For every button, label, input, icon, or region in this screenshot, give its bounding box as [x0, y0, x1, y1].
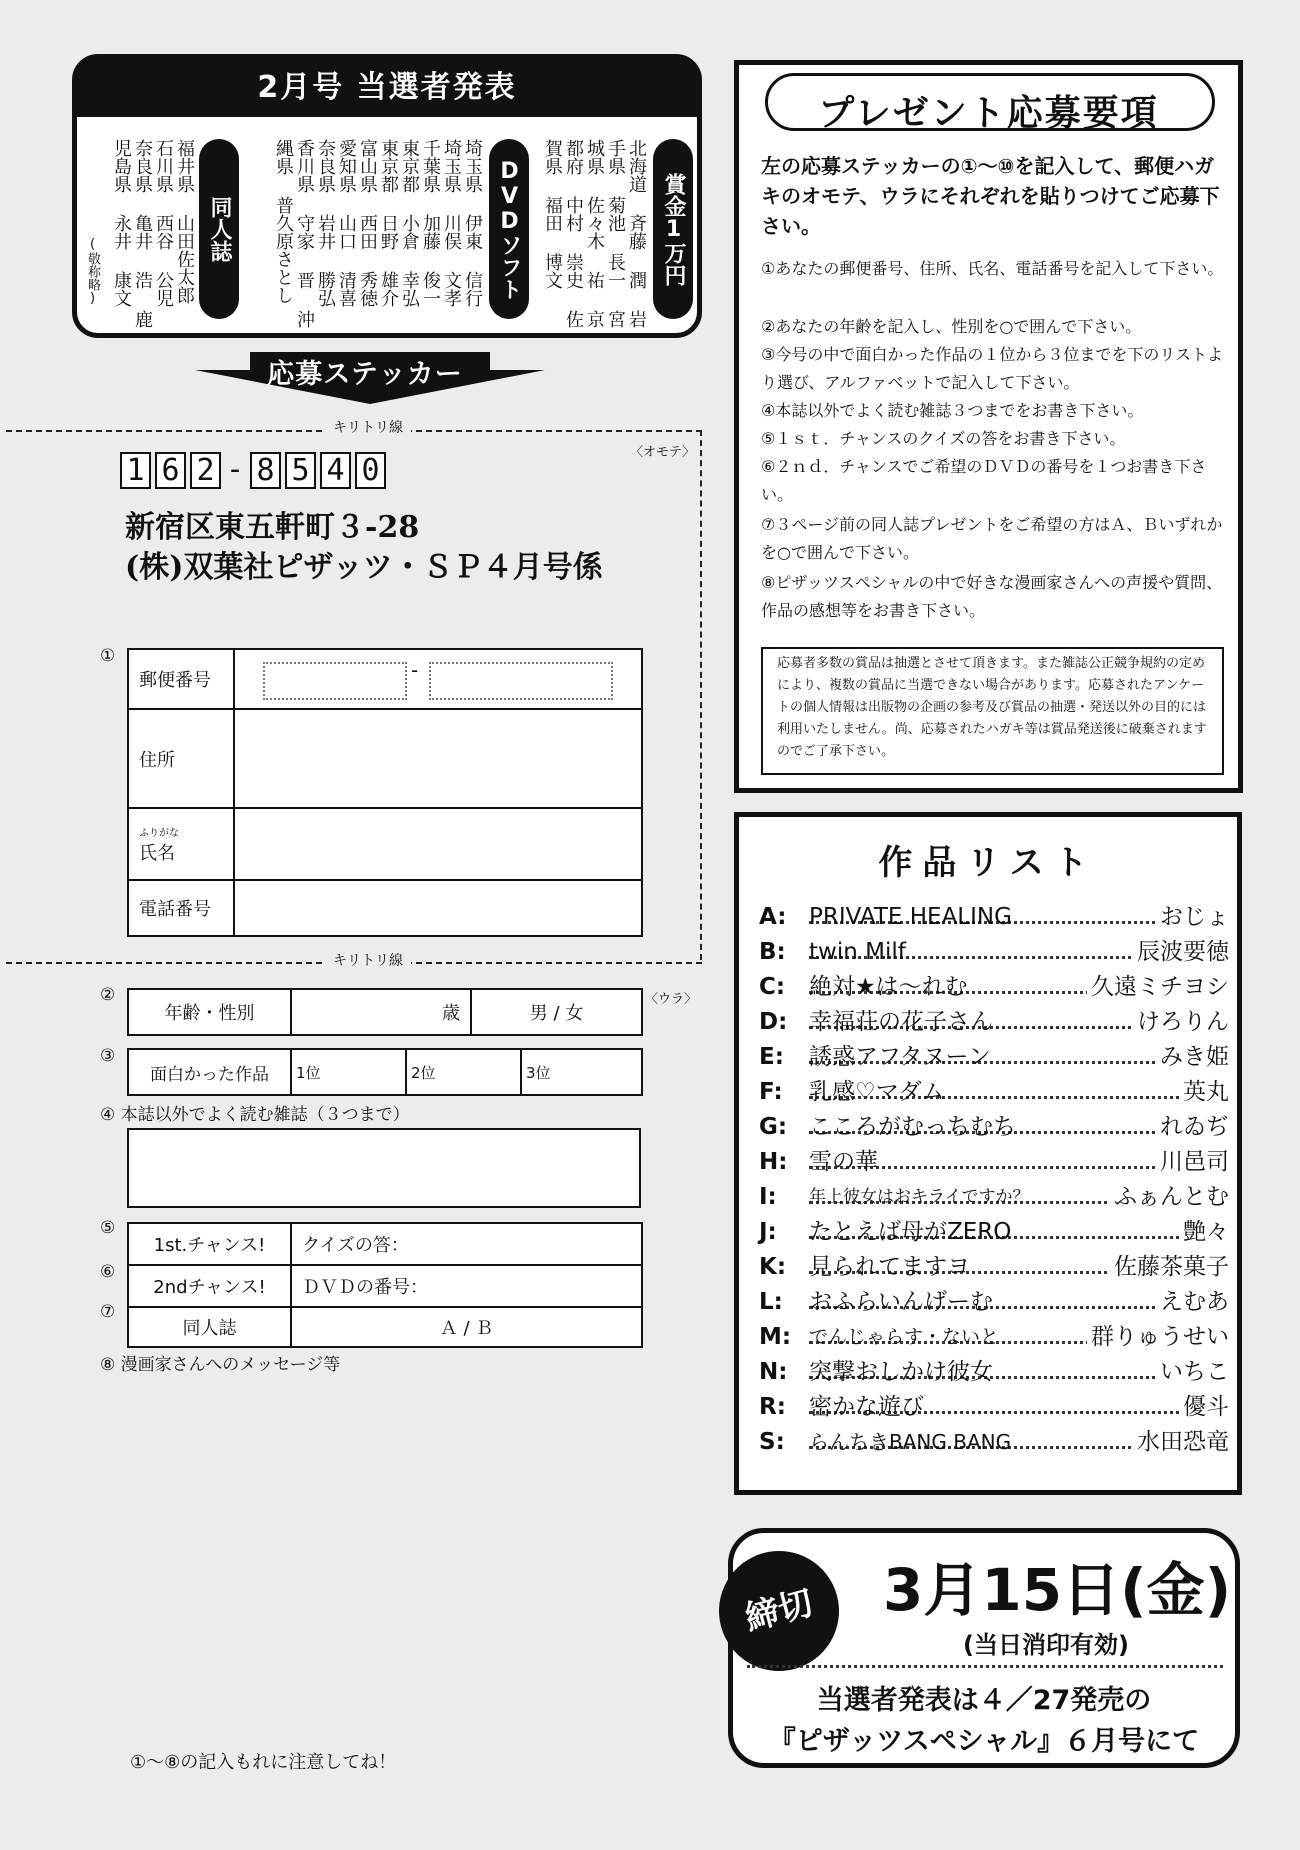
item-number: ④ — [100, 1105, 116, 1125]
present-title: プレゼント応募要項 — [818, 93, 1159, 134]
present-step: ③今号の中で面白かった作品の１位から３位までを下のリストより選び、アルファベットで記入して下さい。 — [761, 345, 1224, 392]
postcode-digit: 0 — [355, 452, 386, 489]
deadline-divider — [747, 1665, 1223, 1668]
work-author: けろりん — [1133, 1005, 1229, 1040]
work-author: 艶々 — [1179, 1215, 1229, 1250]
quiz-input[interactable] — [291, 1223, 642, 1265]
dvd-winners — [245, 139, 483, 339]
postal-label: 郵便番号 — [128, 649, 234, 709]
present-step: ①あなたの郵便番号、住所、氏名、電話番号を記入して下さい。 — [761, 259, 1224, 278]
favorites-row — [127, 1048, 643, 1096]
work-item — [759, 935, 1229, 970]
work-title: らんちきBANG BANG — [809, 1430, 1012, 1454]
footer-note: ①～⑧の記入もれに注意してね！ — [130, 1752, 397, 1773]
work-item — [759, 1250, 1229, 1285]
work-author: いちこ — [1156, 1355, 1229, 1390]
winner-entry: 京都府 中村 崇史 — [563, 139, 605, 328]
work-author: 水田恐竜 — [1133, 1425, 1229, 1460]
work-author: 佐藤茶菓子 — [1110, 1250, 1229, 1285]
work-item — [759, 1040, 1229, 1075]
work-key: K: — [759, 1254, 787, 1280]
work-item — [759, 1005, 1229, 1040]
work-key: C: — [759, 974, 786, 1000]
age-input[interactable] — [291, 989, 471, 1035]
present-step: ⑦３ページ前の同人誌プレゼントをご希望の方はＡ、Ｂいずれかを○で囲んで下さい。 — [761, 515, 1223, 562]
rank1-label: 1位 — [296, 1063, 321, 1082]
announce-line-2: 『ピザッツスペシャル』６月号にて — [768, 1726, 1200, 1757]
work-title: 誘惑アフタヌーン — [809, 1044, 991, 1070]
deadline-date: 3月15日(金) — [883, 1556, 1232, 1624]
work-author: 優斗 — [1179, 1390, 1229, 1425]
deadline-box — [728, 1528, 1240, 1768]
work-title: PRIVATE HEALING — [809, 904, 1012, 930]
work-author: 川邑司 — [1156, 1145, 1229, 1180]
address-line-1: 新宿区東五軒町３-28 — [125, 510, 420, 545]
rank1-input[interactable] — [291, 1049, 406, 1095]
work-key: S: — [759, 1429, 785, 1455]
winner-entry: 沖縄県 普久原さとし — [273, 139, 315, 328]
works-panel — [734, 812, 1242, 1495]
prize-winners — [537, 139, 647, 339]
winners-box — [72, 54, 702, 338]
sex-select[interactable]: 男 / 女 — [471, 989, 642, 1035]
present-step: ⑥２ｎｄ．チャンスでご希望のＤＶＤの番号を１つお書き下さい。 — [761, 457, 1207, 504]
winner-entry: 香川県 守家 晋 — [294, 139, 315, 289]
postcode-digit: 2 — [190, 452, 221, 489]
work-author: 英丸 — [1179, 1075, 1229, 1110]
work-author: えむあ — [1156, 1285, 1229, 1320]
work-key: R: — [759, 1394, 786, 1420]
work-key: D: — [759, 1009, 788, 1035]
postcode-dash: - — [226, 452, 245, 487]
furigana-label: ふりがな — [139, 827, 179, 839]
winner-entry: 奈良県 亀井 浩 — [132, 139, 153, 289]
magazines-label — [100, 1100, 410, 1125]
sticker-label: 応募ステッカー — [267, 359, 463, 390]
front-side-label: 〈オモテ〉 — [630, 445, 696, 460]
work-title: 雪の華 — [809, 1149, 878, 1175]
doujin-label: 同人誌 — [199, 139, 239, 319]
work-title: でんじゃらす・ないと — [809, 1326, 1000, 1348]
work-title: 密かな遊び — [809, 1394, 924, 1420]
winner-entry: 愛知県 山口 清喜 — [336, 139, 357, 307]
winner-entry: 岩手県 菊池 長一 — [605, 139, 647, 328]
deadline-badge: 締切 — [706, 1538, 853, 1685]
work-title: 乳感♡マダム — [809, 1079, 945, 1105]
work-key: G: — [759, 1114, 788, 1140]
doujin-winners — [99, 139, 195, 339]
postal-dash: - — [411, 658, 419, 682]
message-label: ⑧ 漫画家さんへのメッセージ等 — [100, 1355, 341, 1375]
winner-entry: 千葉県 加藤 俊一 — [420, 139, 441, 307]
work-item — [759, 1390, 1229, 1425]
winner-entry: 佐賀県 福田 博文 — [542, 139, 584, 328]
age-sex-row — [127, 988, 643, 1036]
phone-input[interactable] — [234, 880, 642, 936]
winner-entry: 福井県 山田佐太郎 — [174, 139, 195, 304]
work-key: B: — [759, 939, 786, 965]
address-line-2: (株)双葉社ピザッツ・ＳＰ４月号係 — [125, 550, 603, 585]
winner-entry: 富山県 西田 秀徳 — [357, 139, 378, 307]
work-key: A: — [759, 904, 787, 930]
favorites-label: 面白かった作品 — [128, 1049, 291, 1095]
name-label: 氏名 — [139, 842, 175, 864]
work-title: おふらいんげーむ — [809, 1289, 993, 1315]
work-title: 年上彼女はおキライですか？ — [809, 1187, 1030, 1207]
work-item — [759, 1320, 1229, 1355]
dvd-label: DVDソフト — [489, 139, 529, 319]
postcode-digit: 6 — [155, 452, 186, 489]
postcode-digit: 4 — [320, 452, 351, 489]
work-item — [759, 1180, 1229, 1215]
address-input[interactable] — [234, 709, 642, 808]
work-key: H: — [759, 1149, 788, 1175]
doujinshi-select[interactable]: Ａ / Ｂ — [291, 1307, 642, 1347]
age-unit: 歳 — [442, 1003, 460, 1024]
rank2-input[interactable] — [406, 1049, 521, 1095]
name-label-cell — [128, 808, 234, 880]
rank3-label: 3位 — [526, 1063, 551, 1082]
work-item — [759, 1215, 1229, 1250]
present-step: ②あなたの年齢を記入し、性別を○で囲んで下さい。 — [761, 317, 1142, 336]
work-item — [759, 970, 1229, 1005]
doujinshi-label: 同人誌 — [128, 1307, 291, 1347]
work-author: 群りゅうせい — [1087, 1320, 1229, 1355]
winner-entry: 東京都 日野 雄介 — [378, 139, 399, 307]
work-title: こころがむっちむち — [809, 1114, 1016, 1140]
work-title: 見られてますヨ — [809, 1254, 970, 1280]
cut-line-vertical — [700, 430, 702, 960]
work-item — [759, 1110, 1229, 1145]
quiz-label: クイズの答： — [302, 1235, 409, 1256]
work-author: みき姫 — [1156, 1040, 1229, 1075]
work-author: 辰波要徳 — [1133, 935, 1229, 970]
winner-entry: 奈良県 岩井 勝弘 — [315, 139, 336, 307]
work-title: 絶対★は～れむ — [809, 974, 968, 1000]
work-key: L: — [759, 1289, 783, 1315]
postal-input[interactable] — [234, 649, 642, 709]
work-key: N: — [759, 1359, 788, 1385]
winner-entry: 宮城県 佐々木 祐 — [584, 139, 626, 328]
second-chance-label: 2ndチャンス! — [128, 1265, 291, 1307]
work-author: ふぁんとむ — [1110, 1180, 1229, 1215]
item-number: ② — [100, 985, 116, 1005]
works-title: 作品リスト — [878, 843, 1098, 883]
chance-table — [127, 1222, 643, 1348]
postcode-digit: 5 — [285, 452, 316, 489]
present-notice: 応募者多数の賞品は抽選とさせて頂きます。また雑誌公正競争規約の定めにより、複数の賞品に当選できない場合があります。応募されたアンケートの個人情報は出版物の企画の参考及び賞品の抽選・発送以外の目的には利用いたしません。尚、応募されたハガキ等は賞品発送後に破棄されますのでご了承下さい。 — [761, 647, 1224, 775]
phone-label: 電話番号 — [128, 880, 234, 936]
rank2-label: 2位 — [411, 1063, 436, 1082]
dvd-number-input[interactable] — [291, 1265, 642, 1307]
magazines-text: 本誌以外でよく読む雑誌（３つまで） — [120, 1105, 410, 1125]
work-key: M: — [759, 1324, 792, 1350]
cut-line-label: キリトリ線 — [325, 417, 411, 437]
first-chance-label: 1st.チャンス! — [128, 1223, 291, 1265]
winner-entry: 鹿児島県 永井 康文 — [111, 139, 153, 328]
work-item — [759, 1075, 1229, 1110]
deadline-postmark: (当日消印有効) — [963, 1631, 1129, 1659]
work-title: たとえば母がZERO — [809, 1219, 1012, 1245]
work-author: 久遠ミチヨシ — [1087, 970, 1229, 1005]
work-key: I: — [759, 1184, 777, 1210]
winner-entry: 北海道 斉藤 潤 — [626, 139, 647, 289]
work-title: 突撃おしかけ彼女 — [809, 1359, 993, 1385]
work-key: F: — [759, 1079, 783, 1105]
winners-title: 2月号 当選者発表 — [77, 59, 697, 117]
rank3-input[interactable] — [521, 1049, 642, 1095]
winner-entry: 東京都 小倉 幸弘 — [399, 139, 420, 307]
prize-label: 賞金1万円 — [653, 139, 693, 319]
work-author: おじょ — [1156, 900, 1229, 935]
winner-entry: 埼玉県 伊東 信行 — [462, 139, 483, 307]
item-number: ① — [100, 646, 116, 666]
item-number: ⑥ — [100, 1262, 116, 1282]
winner-entry: 石川県 西谷 公児 — [153, 139, 174, 307]
present-panel — [734, 60, 1243, 793]
honorific-note: (敬称略) — [85, 237, 100, 306]
announce-line-1: 当選者発表は４／27発売の — [816, 1685, 1152, 1716]
present-step: ⑧ピザッツスペシャルの中で好きな漫画家さんへの声援や質問、作品の感想等をお書き下さい。 — [761, 573, 1223, 620]
winner-entry: 埼玉県 川俣 文孝 — [441, 139, 462, 307]
postal-first-boxes — [263, 662, 407, 700]
item-number: ⑤ — [100, 1218, 116, 1238]
work-author: れゐぢ — [1156, 1110, 1229, 1145]
present-lead: 左の応募ステッカーの①～⑩を記入して、郵便ハガキのオモテ、ウラにそれぞれを貼りつけてご応募下さい。 — [761, 154, 1220, 238]
dvd-number-label: ＤＶＤの番号： — [302, 1277, 428, 1298]
item-number: ③ — [100, 1046, 116, 1066]
work-item — [759, 900, 1229, 935]
work-item — [759, 1285, 1229, 1320]
work-item — [759, 1355, 1229, 1390]
work-key: E: — [759, 1044, 784, 1070]
cut-line-label: キリトリ線 — [325, 950, 411, 970]
name-input[interactable] — [234, 808, 642, 880]
back-side-label: 〈ウラ〉 — [645, 992, 698, 1007]
postcode-digit: 8 — [250, 452, 281, 489]
item-number: ⑦ — [100, 1302, 116, 1322]
postal-second-boxes — [429, 662, 613, 700]
magazines-input[interactable] — [127, 1128, 641, 1208]
work-title: 幸福荘の花子さん — [809, 1009, 993, 1035]
address-label: 住所 — [128, 709, 234, 808]
present-step: ④本誌以外でよく読む雑誌３つまでをお書き下さい。 — [761, 401, 1144, 420]
work-item — [759, 1145, 1229, 1180]
front-form — [127, 648, 643, 937]
work-title: twin Milf — [809, 939, 906, 965]
present-step: ⑤１ｓｔ．チャンスのクイズの答をお書き下さい。 — [761, 429, 1126, 448]
age-sex-label: 年齢・性別 — [128, 989, 291, 1035]
postcode-digit: 1 — [120, 452, 151, 489]
work-key: J: — [759, 1219, 777, 1245]
work-item — [759, 1425, 1229, 1460]
